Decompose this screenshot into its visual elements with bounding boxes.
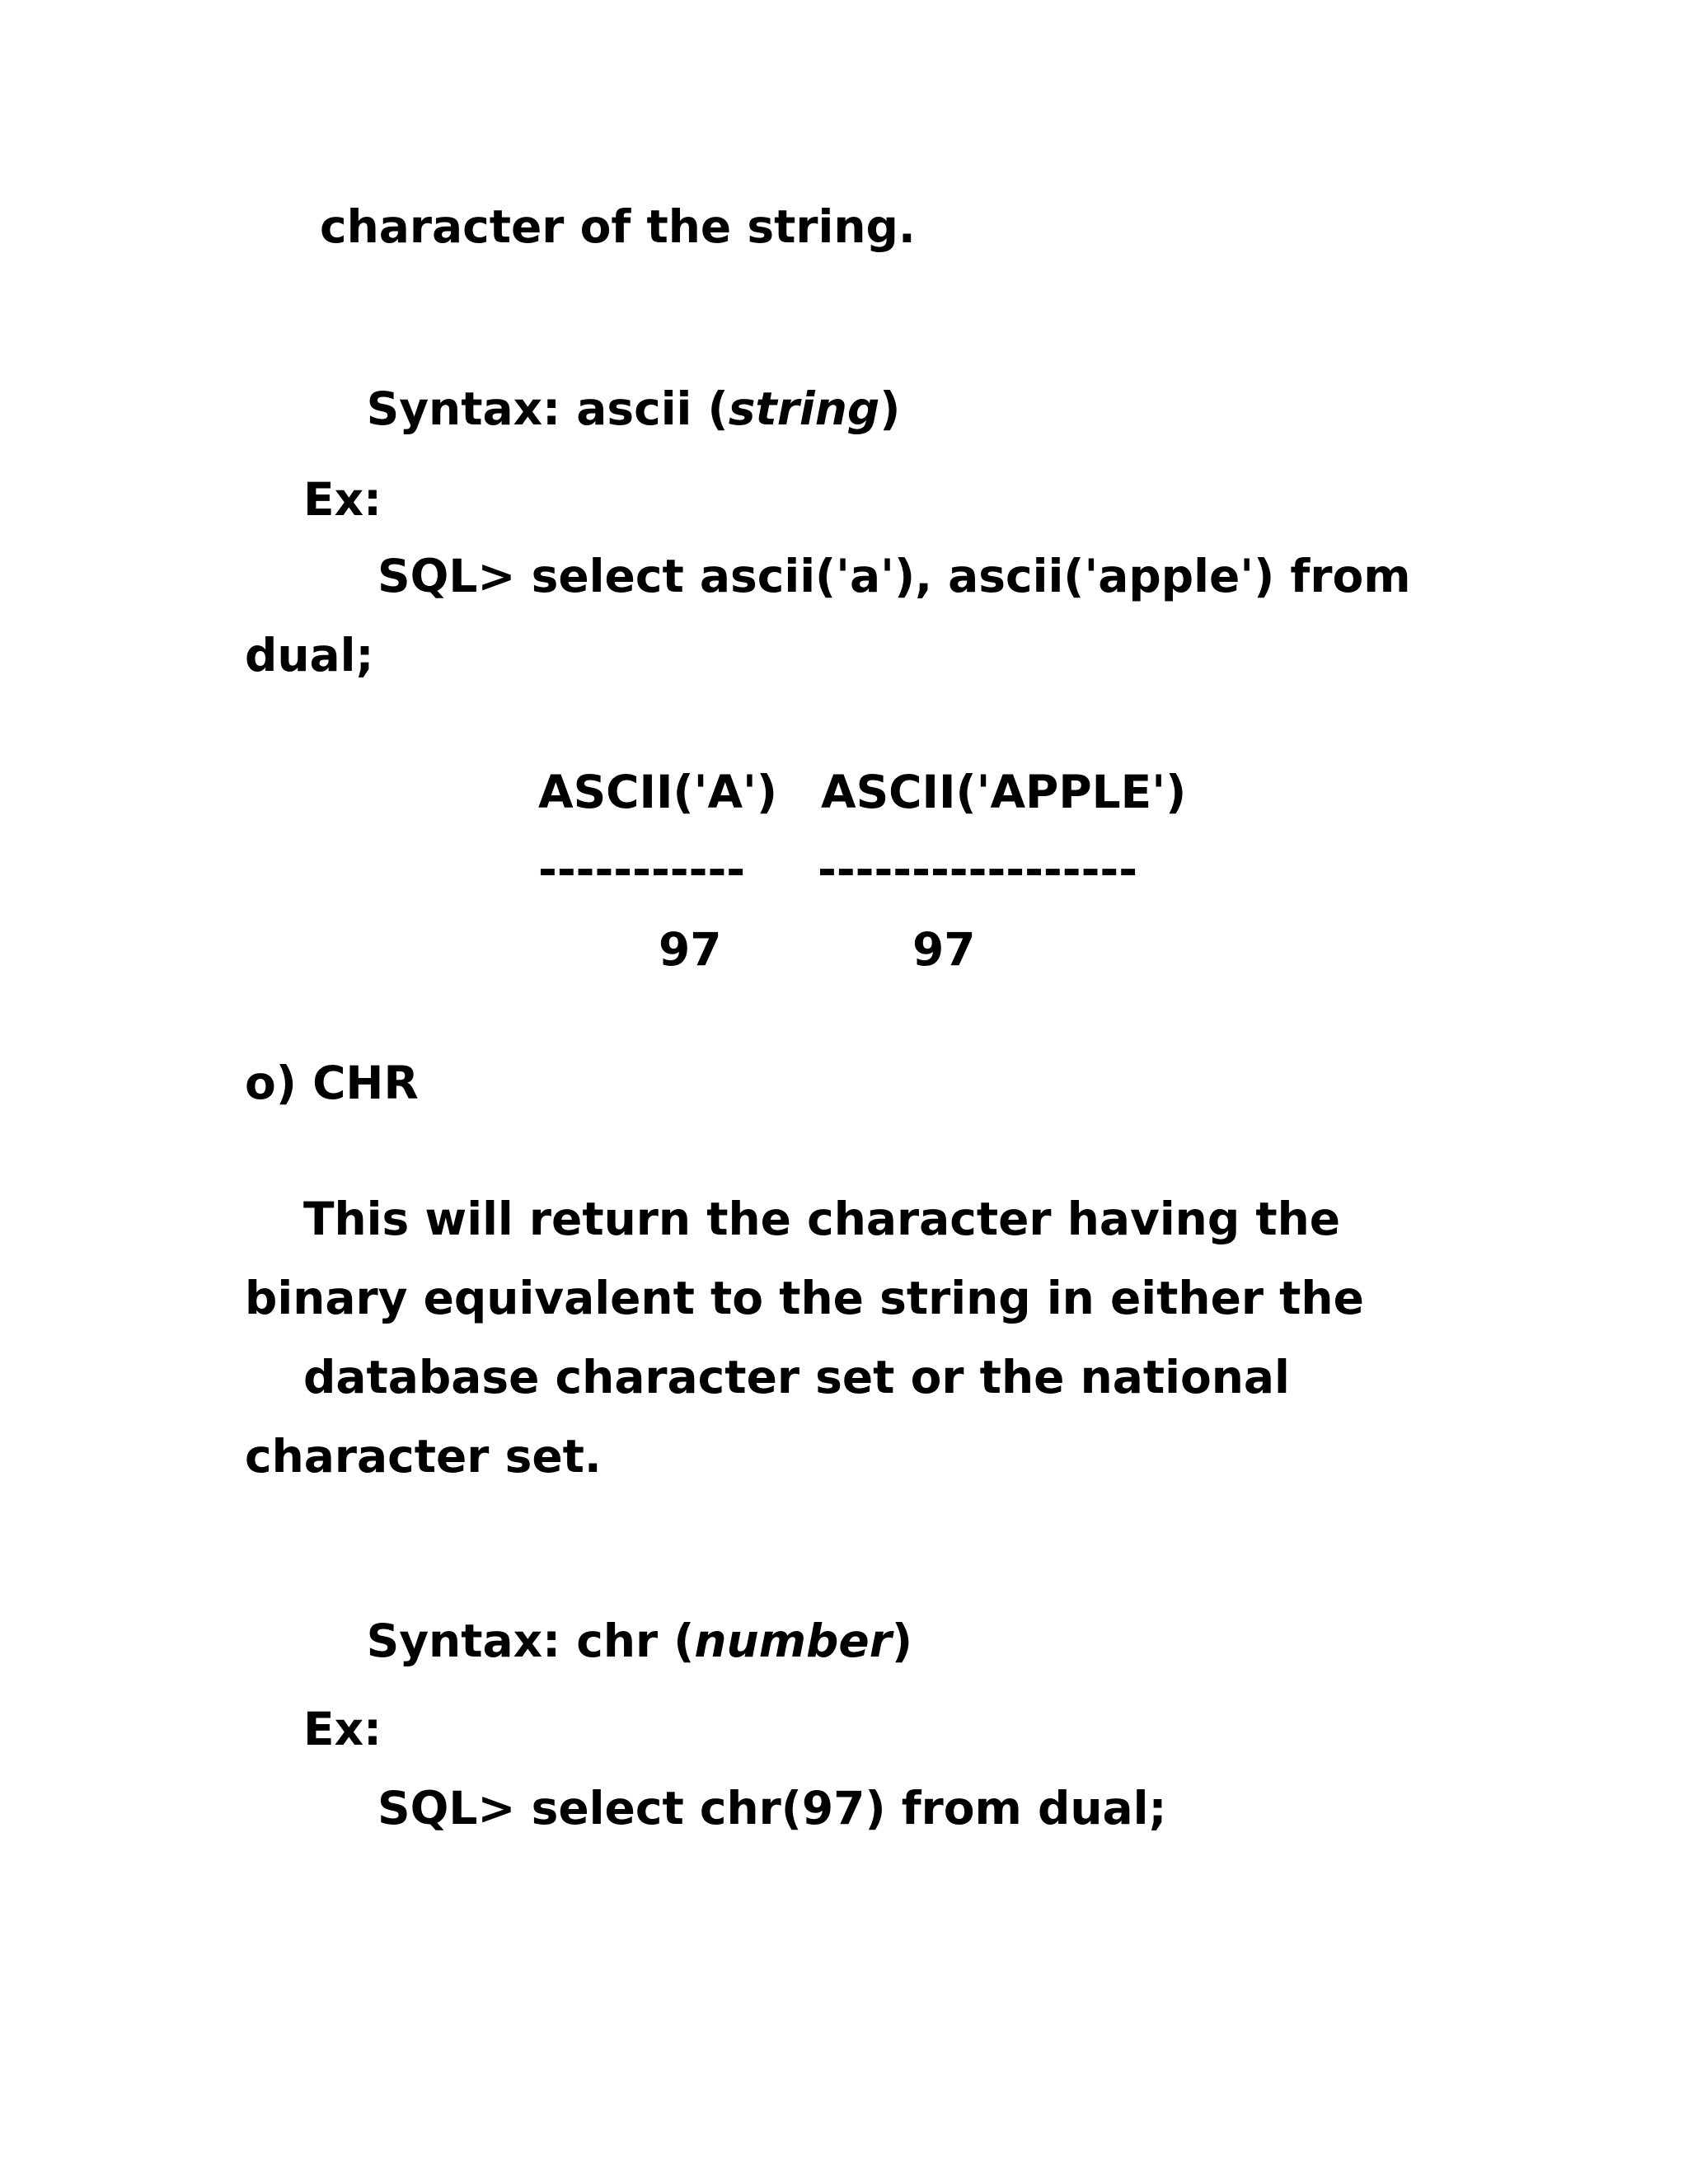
chr-desc-line-1: This will return the character having the [303, 1193, 1341, 1245]
result-value-col2: 97 [912, 923, 976, 976]
ascii-intro-tail: character of the string. [320, 200, 916, 253]
ascii-syntax-suffix: ) [879, 382, 901, 435]
chr-desc-line-4: character set. [245, 1430, 602, 1483]
ascii-syntax [303, 341, 900, 477]
ascii-sql-line-2: dual; [245, 629, 374, 682]
chr-sql-line-1: SQL> select chr(97) from dual; [377, 1782, 1167, 1835]
chr-syntax-arg: number [694, 1615, 892, 1667]
result-rule-col1: ----------- [538, 843, 746, 896]
ascii-sql-line-1: SQL> select ascii('a'), ascii('apple') from [377, 550, 1411, 602]
chr-desc-line-2: binary equivalent to the string in either the [245, 1272, 1364, 1324]
result-rule-col2: ----------------- [818, 843, 1138, 896]
chr-desc-line-3: database character set or the national [303, 1351, 1290, 1404]
result-header-col1: ASCII('A') [538, 766, 777, 818]
chr-syntax-prefix: Syntax: chr ( [366, 1615, 695, 1667]
chr-heading: o) CHR [245, 1057, 419, 1109]
chr-syntax [303, 1573, 912, 1709]
ascii-syntax-prefix: Syntax: ascii ( [366, 382, 729, 435]
result-value-col1: 97 [659, 923, 722, 976]
chr-syntax-suffix: ) [891, 1615, 912, 1667]
ascii-syntax-arg: string [728, 382, 880, 435]
ascii-ex-label: Ex: [303, 473, 382, 526]
chr-ex-label: Ex: [303, 1703, 382, 1755]
result-header-col2: ASCII('APPLE') [821, 766, 1187, 818]
